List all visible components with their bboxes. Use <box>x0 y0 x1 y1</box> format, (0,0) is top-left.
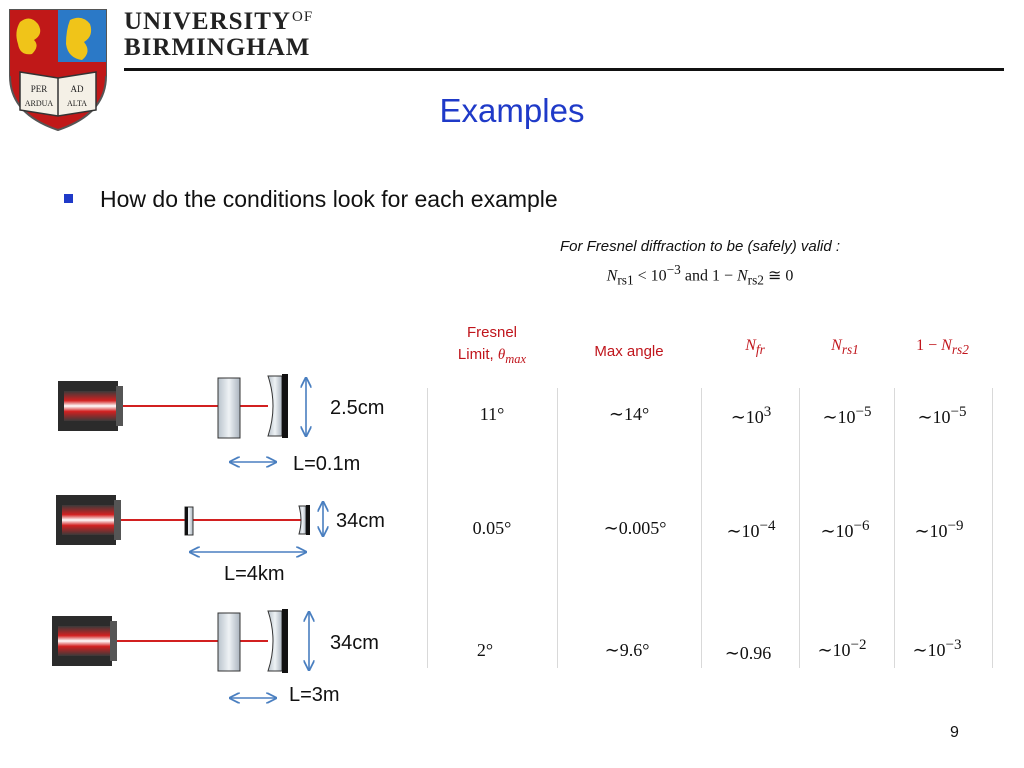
table-column-divider <box>557 388 558 668</box>
table-cell-nfr: $\sim 10^{-4}$ <box>726 518 776 541</box>
table-cell-one-minus-nrs2: $\sim 10^{-5}$ <box>917 404 967 427</box>
cavity-example-1 <box>58 374 384 475</box>
svg-text:ALTA: ALTA <box>67 99 87 108</box>
university-name-line1: $UNIVERSITY^{OF}$ <box>124 8 314 35</box>
column-header-nfr: $N_{fr}$ <box>745 337 765 358</box>
table-cell-nfr: $\sim 10^3$ <box>730 404 772 427</box>
table-column-divider <box>992 388 993 668</box>
table-cell-nfr: ∼0.96 <box>724 643 772 663</box>
svg-text:ARDUA: ARDUA <box>24 99 54 108</box>
table-cell-fresnel-limit: 11° <box>479 404 505 424</box>
table-cell-fresnel-limit: 2° <box>476 640 494 660</box>
bullet-text: How do the conditions look for each example <box>100 186 558 212</box>
length-label: L=4km <box>224 563 285 585</box>
mirror <box>218 378 240 438</box>
condition-note: For Fresnel diffraction to be (safely) valid : <box>559 238 841 255</box>
table-cell-max-angle: ∼14° <box>608 404 650 424</box>
aperture-label: 34cm <box>330 632 379 654</box>
length-label: L=3m <box>289 684 340 706</box>
table-cell-fresnel-limit: 0.05° <box>472 518 512 538</box>
table-cell-one-minus-nrs2: $\sim 10^{-3}$ <box>912 637 962 660</box>
table-cell-max-angle: ∼0.005° <box>603 518 667 538</box>
table-cell-max-angle: ∼9.6° <box>604 640 650 660</box>
table-cell-one-minus-nrs2: $\sim 10^{-9}$ <box>914 518 964 541</box>
condition-formula: $N_{rs1} < 10^{-3}$ and $1 - N_{rs2}$ ≅ 0 <box>606 262 794 288</box>
cavity-example-2 <box>56 495 385 585</box>
svg-text:PER: PER <box>30 84 48 94</box>
curved-mirror <box>268 376 282 436</box>
mirror <box>218 613 240 671</box>
table-cell-nrs1: $\sim 10^{-2}$ <box>817 637 867 660</box>
length-label: L=0.1m <box>293 453 361 475</box>
svg-text:AD: AD <box>70 84 84 94</box>
table-cell-nrs1: $\sim 10^{-5}$ <box>822 404 872 427</box>
aperture-label: 2.5cm <box>330 397 385 419</box>
page-number: 9 <box>950 724 959 741</box>
university-name-line2: BIRMINGHAM <box>124 34 311 61</box>
aperture-label: 34cm <box>336 510 385 532</box>
cavity-diagrams <box>0 0 430 768</box>
table-column-divider <box>701 388 702 668</box>
curved-mirror <box>268 611 282 671</box>
cavity-example-3 <box>52 609 379 706</box>
column-header-max-angle: Max angle <box>594 343 664 360</box>
column-header-fresnel-limit: Fresnel Limit, $\theta_{max}$ <box>457 324 527 366</box>
table-cell-nrs1: $\sim 10^{-6}$ <box>820 518 870 541</box>
column-header-one-minus-nrs2: $1 - N_{rs2}$ <box>916 337 969 358</box>
slide-title: Examples <box>439 92 585 129</box>
column-header-nrs1: $N_{rs1}$ <box>831 337 859 358</box>
